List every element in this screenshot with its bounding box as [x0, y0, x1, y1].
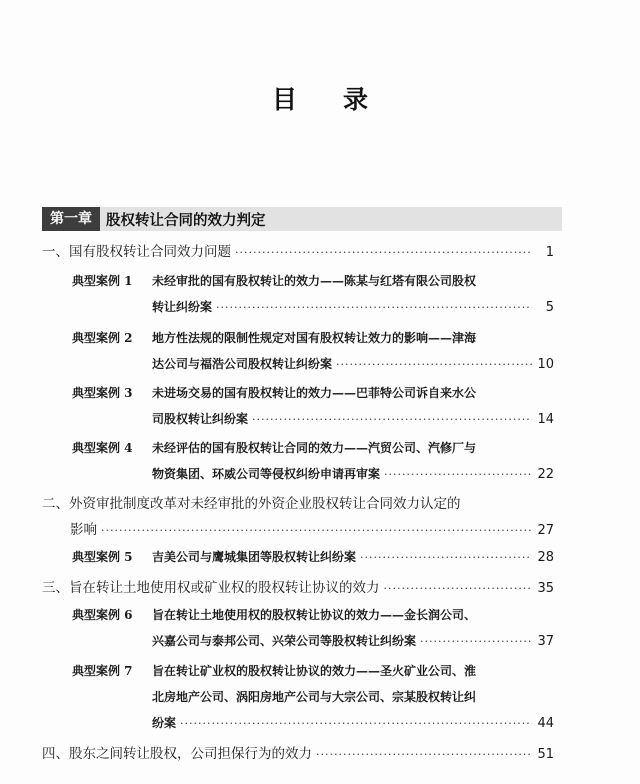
page-number: 1: [545, 245, 554, 260]
case-title-line: 未经评估的国有股权转让合同的效力——汽贸公司、汽修厂与: [152, 441, 477, 455]
case-label: 典型案例 2: [72, 331, 133, 345]
case-title-line: 北房地产公司、涡阳房地产公司与大宗公司、宗某股权转让纠: [152, 690, 477, 704]
case-title-line: 旨在转让矿业权的股权转让协议的效力——圣火矿业公司、淮: [152, 664, 477, 678]
toc-entry-case-1[interactable]: [152, 272, 554, 289]
leader-dots: [420, 635, 532, 648]
case-title-line: 吉美公司与鹰城集团等股权转让纠纷案: [152, 550, 357, 564]
leader-dots: [360, 551, 532, 564]
page-number: 5: [545, 300, 554, 315]
toc-title: 目录: [271, 85, 414, 114]
page-number: 35: [537, 581, 554, 596]
toc-entry-case-7-cont[interactable]: [152, 688, 554, 705]
toc-entry-case-3[interactable]: [152, 384, 554, 401]
case-label: 典型案例 7: [72, 664, 133, 678]
section-title-cont: 影响: [70, 522, 97, 538]
case-label: 典型案例 6: [72, 608, 133, 622]
page-number: 28: [537, 550, 554, 565]
leader-dots: [336, 358, 532, 371]
toc-entry-section-1[interactable]: [42, 240, 554, 260]
case-title-line: 司股权转让纠纷案: [152, 412, 249, 426]
leader-dots: [384, 468, 532, 481]
toc-entry-case-6[interactable]: [152, 606, 554, 623]
leader-dots: [235, 246, 532, 259]
case-title-line: 兴嘉公司与泰邦公司、兴荣公司等股权转让纠纷案: [152, 634, 417, 648]
leader-dots: [101, 524, 532, 537]
toc-entry-case-7-cont2[interactable]: [152, 714, 554, 731]
toc-entry-case-1-cont[interactable]: [152, 298, 554, 315]
leader-dots: [252, 413, 532, 426]
case-label: 典型案例 1: [72, 274, 133, 288]
case-title-line: 达公司与福浩公司股权转让纠纷案: [152, 357, 333, 371]
section-title: 二、外资审批制度改革对未经审批的外资企业股权转让合同效力认定的: [42, 496, 461, 512]
page-number: 37: [537, 634, 554, 649]
toc-entry-case-4[interactable]: [152, 439, 554, 456]
leader-dots: [216, 301, 532, 314]
case-title-line: 旨在转让土地使用权的股权转让协议的效力——金长润公司、: [152, 608, 477, 622]
leader-dots: [180, 717, 532, 730]
toc-entry-case-2-cont[interactable]: [152, 355, 554, 372]
page-number: 44: [537, 716, 554, 731]
section-title: 三、旨在转让土地使用权或矿业权的股权转让协议的效力: [42, 580, 380, 596]
case-title-line: 转让纠纷案: [152, 300, 213, 314]
toc-entry-case-3-cont[interactable]: [152, 410, 554, 427]
page-number: 10: [537, 357, 554, 372]
case-title-line: 纷案: [152, 716, 177, 730]
page-number: 51: [537, 747, 554, 762]
section-title: 四、股东之间转让股权，公司担保行为的效力: [42, 746, 312, 762]
chapter-title: 股权转让合同的效力判定: [106, 212, 266, 229]
case-label: 典型案例 5: [72, 550, 133, 564]
chapter-header: [42, 207, 562, 231]
toc-entry-case-5[interactable]: [152, 548, 554, 565]
case-title-line: 未进场交易的国有股权转让的效力——巴菲特公司诉自来水公: [152, 386, 477, 400]
case-label: 典型案例 4: [72, 441, 133, 455]
toc-entry-section-4[interactable]: [42, 742, 554, 762]
page-number: 27: [537, 523, 554, 538]
case-label: 典型案例 3: [72, 386, 133, 400]
page-number: 22: [537, 467, 554, 482]
toc-entry-case-2[interactable]: [152, 329, 554, 346]
leader-dots: [316, 748, 532, 761]
case-title-line: 物资集团、环威公司等侵权纠纷申请再审案: [152, 467, 381, 481]
leader-dots: [384, 582, 533, 595]
toc-entry-section-3[interactable]: [42, 576, 554, 596]
case-title-line: 地方性法规的限制性规定对国有股权转让效力的影响——津海: [152, 331, 477, 345]
toc-entry-section-2[interactable]: [42, 492, 554, 512]
toc-entry-case-6-cont[interactable]: [152, 632, 554, 649]
page-number: 14: [537, 412, 554, 427]
section-title: 一、国有股权转让合同效力问题: [42, 244, 231, 260]
toc-entry-case-7[interactable]: [152, 662, 554, 679]
toc-entry-case-4-cont[interactable]: [152, 465, 554, 482]
case-title-line: 未经审批的国有股权转让的效力——陈某与红塔有限公司股权: [152, 274, 477, 288]
chapter-number: 第一章: [42, 207, 100, 231]
toc-entry-section-2-cont[interactable]: [70, 518, 554, 538]
